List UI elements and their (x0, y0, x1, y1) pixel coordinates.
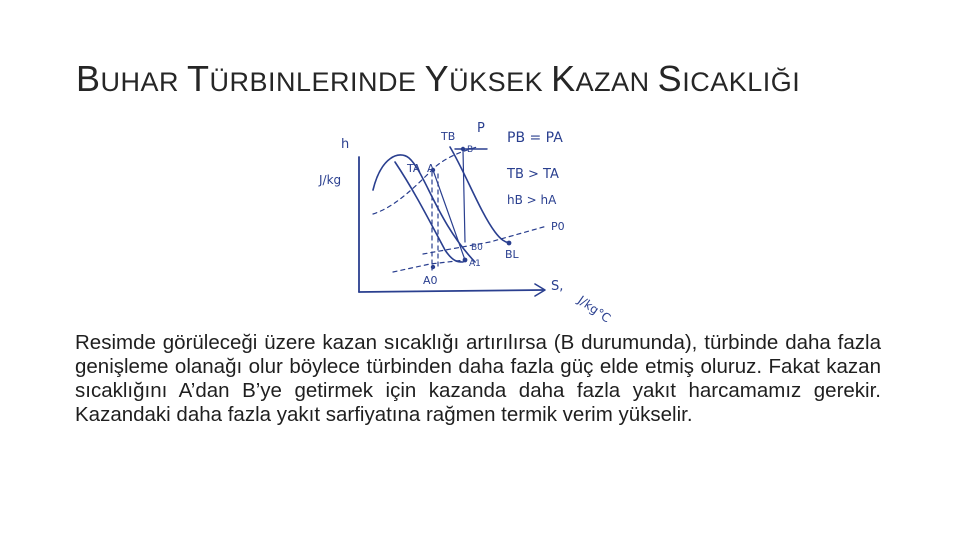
pressure-curve-b (450, 147, 509, 243)
label-tb: TB (441, 130, 456, 143)
title-small-urbinlerinde: ÜRBINLERINDE (209, 67, 425, 97)
title-cap-y: Y (424, 58, 450, 99)
label-b0: B0 (471, 243, 483, 253)
title-small-azan: AZAN (575, 67, 658, 97)
relation-hb-ha: hB > hA (507, 193, 557, 207)
slide-title (76, 58, 800, 100)
expansion-line-b (463, 150, 465, 242)
label-p0: P0 (551, 220, 565, 233)
title-small-uhar: UHAR (100, 67, 188, 97)
relation-pb-pa: PB = PA (507, 130, 563, 146)
isobar-dashed-upper (373, 147, 477, 214)
title-small-uksek: ÜKSEK (449, 67, 552, 97)
label-ta: TA (407, 162, 421, 175)
point-a1 (463, 258, 468, 263)
label-x-unit: J/kg°C (575, 292, 614, 326)
label-bl: BL (505, 248, 519, 261)
label-s: S, (551, 279, 564, 294)
relation-tb-ta: TB > TA (507, 167, 559, 182)
title-small-icakligi: ICAKLIĞI (682, 67, 801, 97)
label-y-unit: J/kg (319, 173, 342, 187)
isobar-dashed-bottom (393, 260, 465, 272)
point-bl (507, 241, 512, 246)
label-p: P (477, 121, 485, 136)
label-a1: A1 (469, 259, 481, 269)
title-cap-s: S (657, 58, 683, 99)
pressure-curve-a (395, 162, 463, 262)
label-a0: A0 (423, 274, 438, 287)
point-a0 (431, 265, 435, 269)
point-b (461, 147, 465, 151)
hs-diagram (315, 112, 645, 327)
title-cap-t: T (187, 58, 210, 99)
isobar-dashed-p0 (423, 226, 547, 254)
slide-paragraph: Resimde görüleceği üzere kazan sıcaklığı artırılırsa (B durumunda), türbinde daha fazla genişleme olanağı olur böylece türbinden daha fazla güç elde etmiş oluruz. Fakat kazan sıcaklığını A’dan B’ye getirmek için kazanda daha fazla yakıt harcamamız gerekir. Kazandaki daha fazla yakıt sarfiyatına rağmen termik verim yükselir. (75, 331, 881, 426)
label-a: A (427, 162, 435, 175)
x-axis (359, 290, 543, 292)
title-cap-b: B (76, 58, 101, 99)
label-h: h (341, 137, 350, 152)
label-b: B (467, 145, 474, 155)
title-cap-k: K (551, 58, 576, 99)
